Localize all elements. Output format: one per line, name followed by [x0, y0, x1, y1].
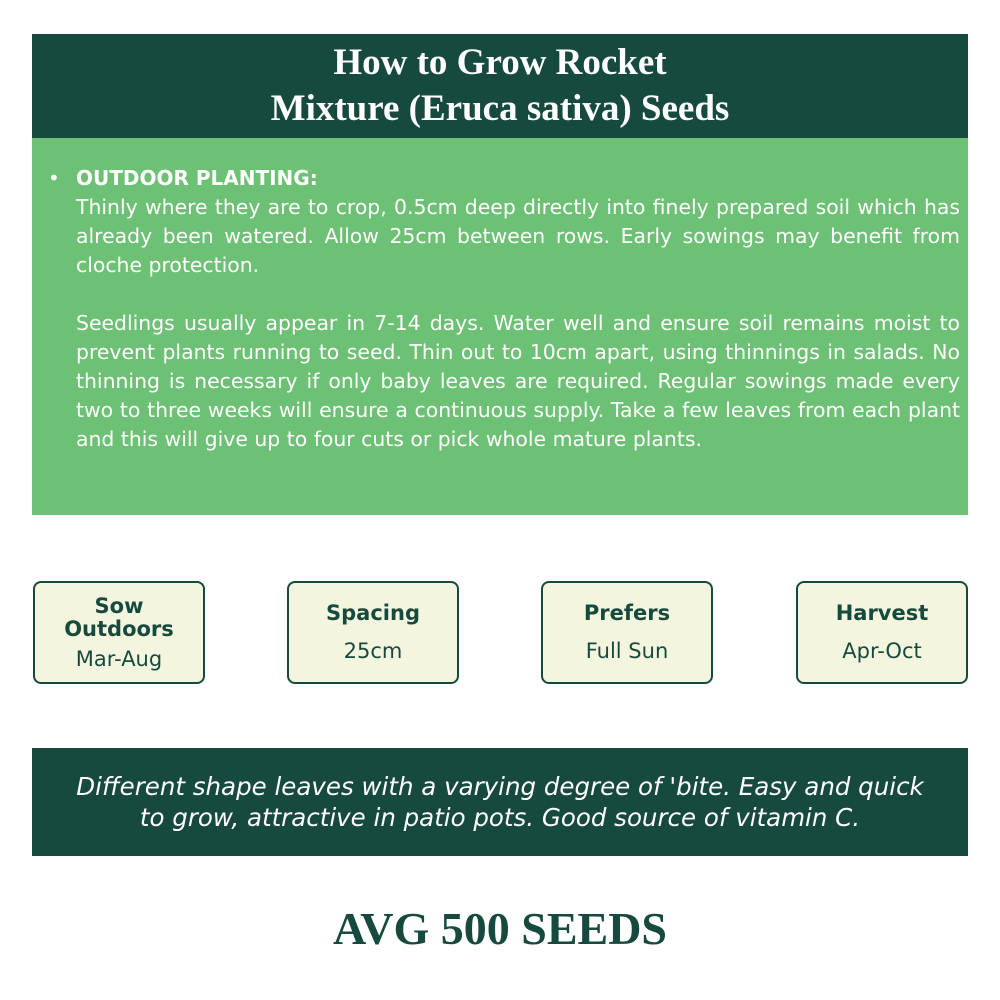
seed-count: AVG 500 SEEDS [332, 903, 668, 954]
info-box-value: 25cm [343, 639, 403, 663]
paragraph-spacer [76, 280, 960, 309]
planting-paragraph-1: Thinly where they are to crop, 0.5cm deep directly into finely prepared soil which has already been watered. Allow 25cm between rows. Early sowings may benefit from cloche protection. [76, 195, 960, 277]
planting-instructions-panel [32, 138, 968, 515]
outdoor-planting-heading: OUTDOOR PLANTING: [76, 166, 318, 190]
page-title-line-2: Mixture (Eruca sativa) Seeds [270, 88, 730, 129]
info-box-label: Harvest [835, 601, 929, 625]
info-box-harvest [796, 581, 968, 684]
info-box-prefers [541, 581, 713, 684]
description-line-2: to grow, attractive in patio pots. Good source of vitamin C. [139, 803, 861, 832]
info-box-label: Sow [94, 593, 144, 618]
info-box-label: Spacing [326, 601, 420, 625]
info-box-value: Apr-Oct [842, 639, 922, 663]
info-box-label: Prefers [583, 601, 671, 625]
description-line-1: Different shape leaves with a varying degree of 'bite. Easy and quick [76, 772, 924, 801]
info-box-value: Full Sun [585, 639, 669, 663]
info-box-label: Outdoors [64, 616, 174, 641]
planting-paragraph-2: Seedlings usually appear in 7-14 days. Water well and ensure soil remains moist to prevent plants running to seed. Thin out to 10cm apart, using thinnings in salads. No thinning is necessary if only baby leaves are required. Regular sowings made every two to three weeks will ensure a continuous supply. Take a few leaves from each plant and this will give up to four cuts or pick whole mature plants. [76, 311, 960, 451]
description-banner [32, 748, 968, 856]
title-banner [32, 34, 968, 138]
info-box-value: Mar-Aug [75, 646, 163, 671]
info-box-sow-outdoors [33, 581, 205, 684]
page-title-line-1: How to Grow Rocket [333, 42, 667, 83]
bullet-icon: • [48, 166, 60, 190]
info-box-spacing [287, 581, 459, 684]
